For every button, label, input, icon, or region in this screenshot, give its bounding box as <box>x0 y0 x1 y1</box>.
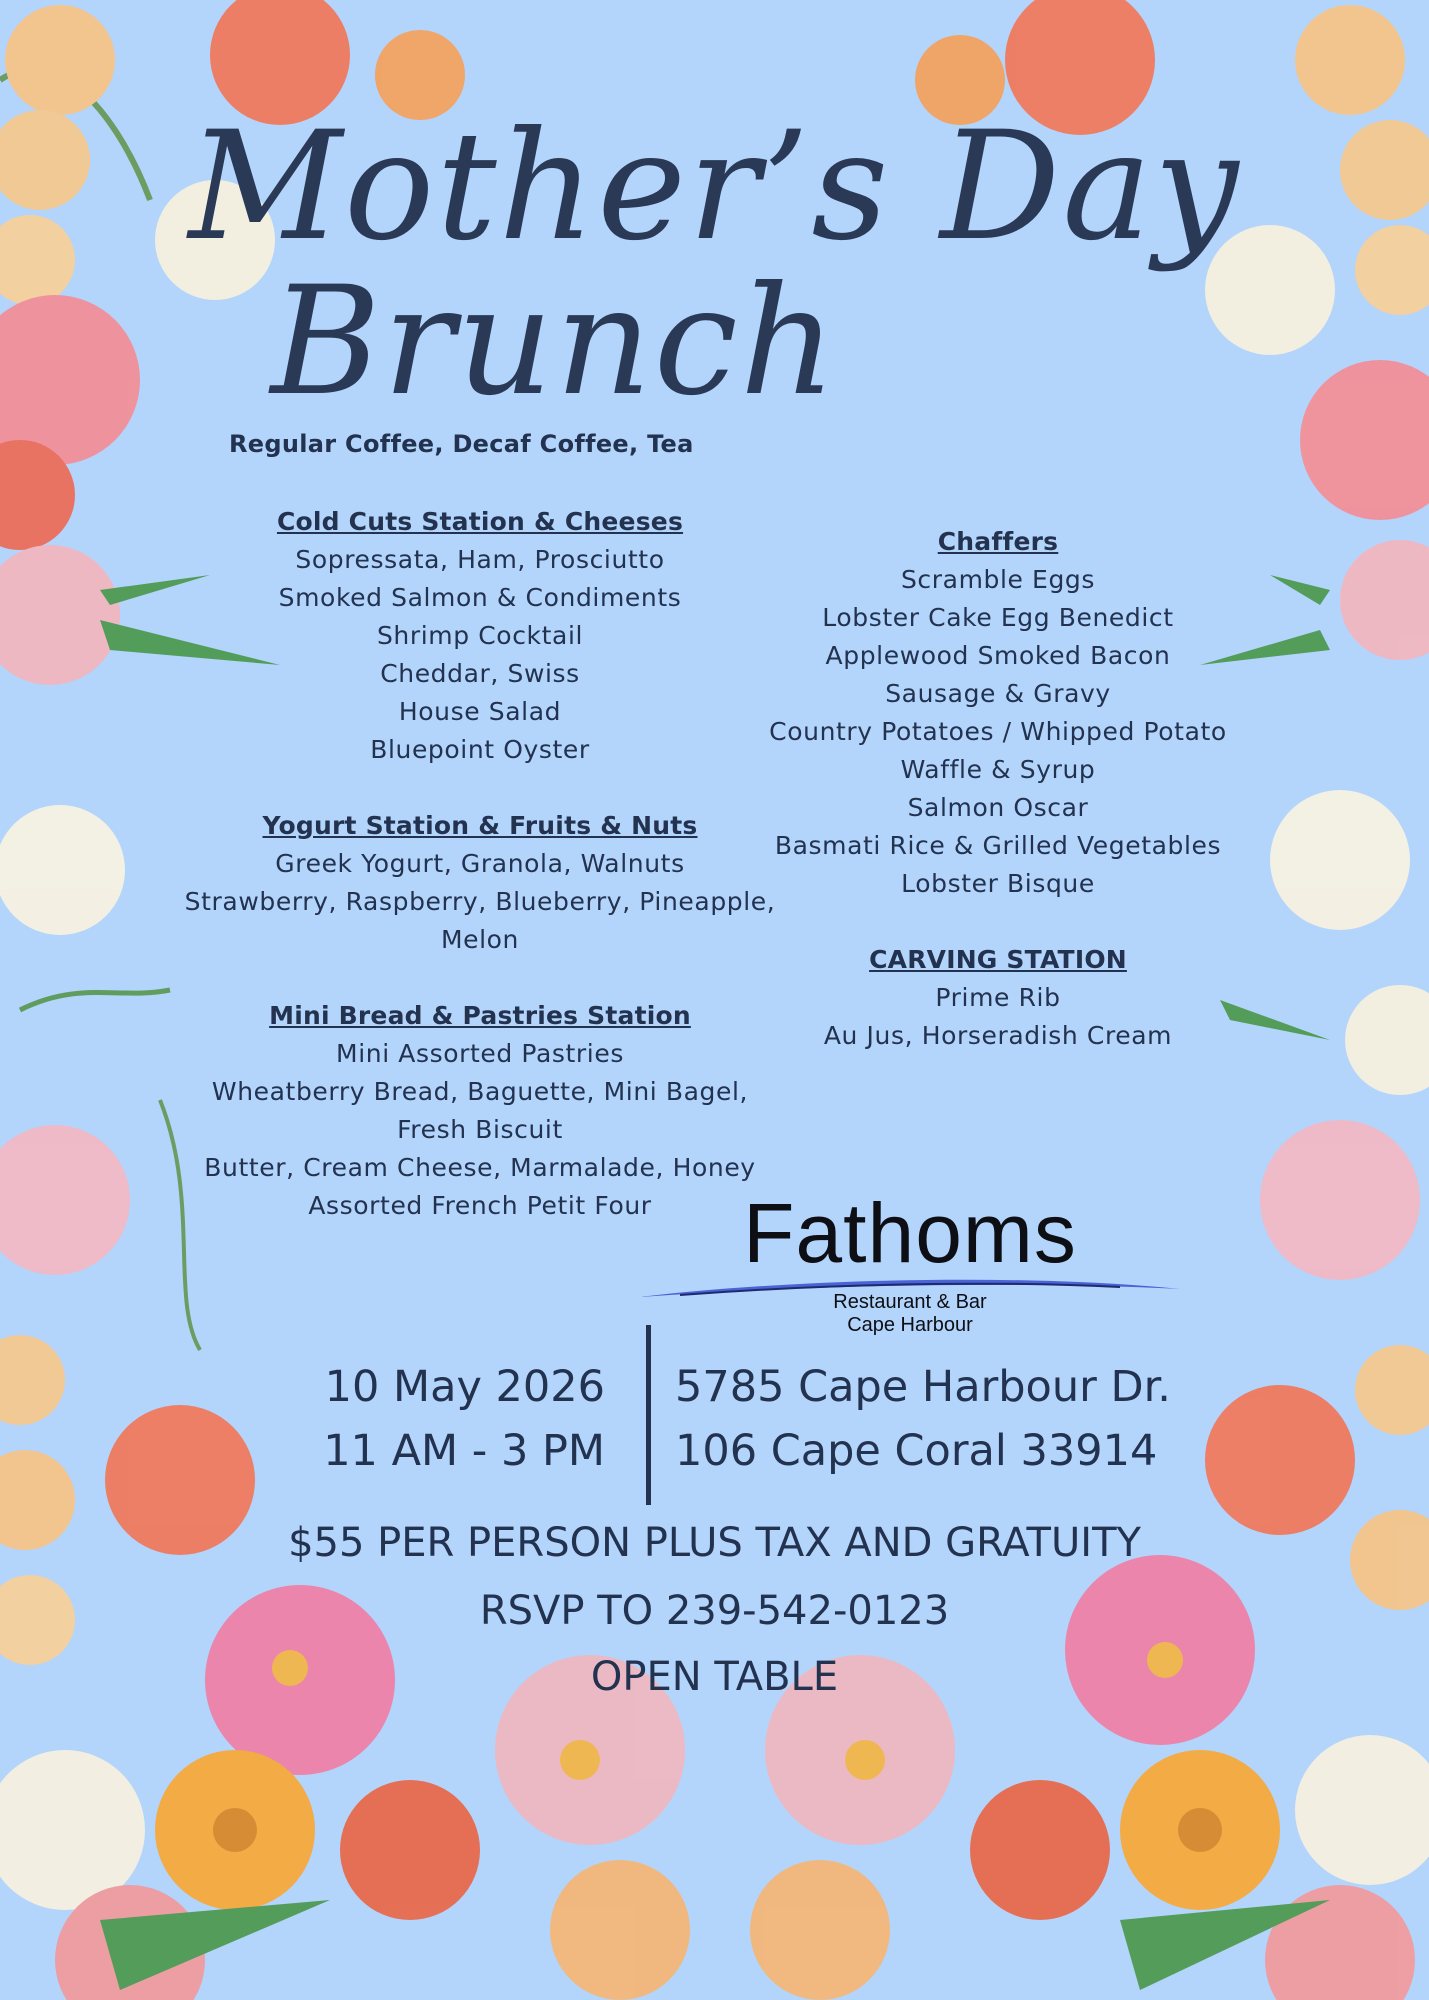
logo-subtitle <box>770 1291 1050 1337</box>
menu-item: Lobster Cake Egg Benedict <box>822 603 1174 632</box>
event-title-line2: Brunch <box>270 255 839 429</box>
restaurant-logo <box>640 1185 1180 1345</box>
menu-item: Sopressata, Ham, Prosciutto <box>295 545 665 574</box>
menu-item: Cheddar, Swiss <box>380 659 580 688</box>
address-line2: 106 Cape Coral 33914 <box>675 1426 1158 1476</box>
menu-item: Au Jus, Horseradish Cream <box>823 1021 1173 1050</box>
menu-item: Strawberry, Raspberry, Blueberry, Pineapple, <box>184 887 776 916</box>
menu-right-column <box>740 523 1256 1055</box>
menu-item: Salmon Oscar <box>907 793 1089 822</box>
menu-item: Waffle & Syrup <box>900 755 1096 784</box>
menu-item: Applewood Smoked Bacon <box>825 641 1171 670</box>
menu-item: Butter, Cream Cheese, Marmalade, Honey <box>204 1153 756 1182</box>
menu-item: Basmati Rice & Grilled Vegetables <box>774 831 1222 860</box>
menu-item: Lobster Bisque <box>901 869 1095 898</box>
drinks-line: Regular Coffee, Decaf Coffee, Tea <box>229 430 694 458</box>
menu-item: Shrimp Cocktail <box>376 621 584 650</box>
price-line: $55 PER PERSON PLUS TAX AND GRATUITY <box>288 1520 1141 1566</box>
menu-item: Assorted French Petit Four <box>308 1191 652 1220</box>
menu-item: Mini Assorted Pastries <box>336 1039 624 1068</box>
menu-item: Country Potatoes / Whipped Potato <box>769 717 1227 746</box>
menu-item: Melon <box>440 925 520 954</box>
open-table-line: OPEN TABLE <box>590 1654 839 1700</box>
menu-item: Scramble Eggs <box>900 565 1096 594</box>
menu-item: Greek Yogurt, Granola, Walnuts <box>275 849 685 878</box>
section-title-pastries: Mini Bread & Pastries Station <box>269 1001 691 1030</box>
menu-item: Sausage & Gravy <box>885 679 1111 708</box>
rsvp-line: RSVP TO 239-542-0123 <box>479 1588 950 1634</box>
event-address-block <box>675 1355 1195 1483</box>
menu-item: Wheatberry Bread, Baguette, Mini Bagel, <box>211 1077 749 1106</box>
section-title-carving: CARVING STATION <box>869 945 1127 974</box>
event-date-block <box>260 1355 605 1483</box>
menu-item: House Salad <box>398 697 562 726</box>
vertical-divider <box>646 1325 651 1505</box>
menu-item: Bluepoint Oyster <box>370 735 590 764</box>
menu-item: Fresh Biscuit <box>397 1115 563 1144</box>
event-time: 11 AM - 3 PM <box>323 1426 605 1476</box>
section-title-cold-cuts: Cold Cuts Station & Cheeses <box>276 507 684 536</box>
logo-sub-line1: Restaurant & Bar <box>833 1291 987 1313</box>
address-line1: 5785 Cape Harbour Dr. <box>675 1362 1171 1412</box>
event-date: 10 May 2026 <box>324 1362 605 1412</box>
menu-item: Smoked Salmon & Condiments <box>278 583 682 612</box>
event-title-line1: Mother’s Day <box>188 100 1241 274</box>
logo-name: Fathoms <box>743 1186 1077 1280</box>
menu-item: Prime Rib <box>935 983 1061 1012</box>
section-title-chaffers: Chaffers <box>937 527 1059 556</box>
logo-sub-line2: Cape Harbour <box>847 1314 973 1336</box>
section-title-yogurt: Yogurt Station & Fruits & Nuts <box>262 811 698 840</box>
menu-left-column <box>176 503 784 1225</box>
